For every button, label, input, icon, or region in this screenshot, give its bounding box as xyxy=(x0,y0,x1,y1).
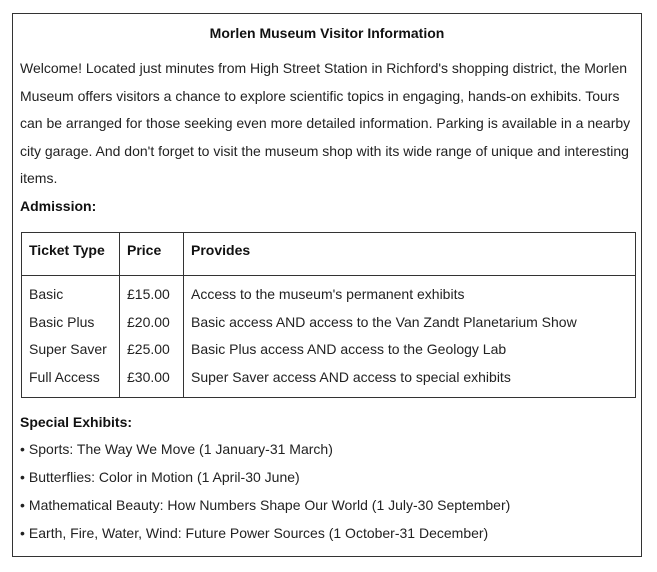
ticket-provides-cell: Basic access AND access to the Van Zandt Planetarium Show xyxy=(184,309,636,337)
column-header-ticket-type: Ticket Type xyxy=(22,233,120,276)
exhibit-label: Sports: The Way We Move (1 January-31 March) xyxy=(28,441,333,457)
table-row xyxy=(22,336,636,364)
admission-heading: Admission: xyxy=(20,198,97,214)
list-item xyxy=(20,491,510,519)
info-panel xyxy=(12,13,642,557)
bullet-icon: • xyxy=(20,497,25,513)
table-row xyxy=(22,276,636,309)
list-item xyxy=(20,435,510,463)
column-header-provides: Provides xyxy=(184,233,636,276)
special-exhibits-heading: Special Exhibits: xyxy=(20,414,133,430)
intro-paragraph: Welcome! Located just minutes from High Street Station in Richford's shopping district, the Morlen Museum offers visitors a chance to explore scientific topics in engaging, hands-on exhibits. Tours can be arranged for those seeking even more detailed information. Parking is available in a nearby city garage. And don't forget to visit the museum shop with its wide range of unique and interesting items. xyxy=(20,60,631,187)
exhibit-label: Mathematical Beauty: How Numbers Shape Our World (1 July-30 September) xyxy=(28,497,511,513)
ticket-provides-cell: Super Saver access AND access to special exhibits xyxy=(184,364,636,398)
ticket-price-cell: £20.00 xyxy=(120,309,184,337)
ticket-type-cell: Basic xyxy=(22,276,120,309)
list-item xyxy=(20,519,510,547)
list-item xyxy=(20,463,510,491)
ticket-price-cell: £25.00 xyxy=(120,336,184,364)
bullet-icon: • xyxy=(20,469,25,485)
exhibit-label: Butterflies: Color in Motion (1 April-30 June) xyxy=(28,469,300,485)
column-header-price: Price xyxy=(120,233,184,276)
ticket-price-cell: £15.00 xyxy=(120,276,184,309)
ticket-type-cell: Super Saver xyxy=(22,336,120,364)
ticket-provides-cell: Access to the museum's permanent exhibits xyxy=(184,276,636,309)
bullet-icon: • xyxy=(20,441,25,457)
table-header-row xyxy=(22,233,636,276)
ticket-price-cell: £30.00 xyxy=(120,364,184,398)
exhibit-label: Earth, Fire, Water, Wind: Future Power Sources (1 October-31 December) xyxy=(28,525,489,541)
bullet-icon: • xyxy=(20,525,25,541)
table-row xyxy=(22,364,636,398)
table-row xyxy=(22,309,636,337)
ticket-provides-cell: Basic Plus access AND access to the Geology Lab xyxy=(184,336,636,364)
ticket-type-cell: Full Access xyxy=(22,364,120,398)
special-exhibits-list xyxy=(20,435,510,547)
admission-table xyxy=(21,232,636,398)
ticket-type-cell: Basic Plus xyxy=(22,309,120,337)
page-title: Morlen Museum Visitor Information xyxy=(209,25,445,41)
